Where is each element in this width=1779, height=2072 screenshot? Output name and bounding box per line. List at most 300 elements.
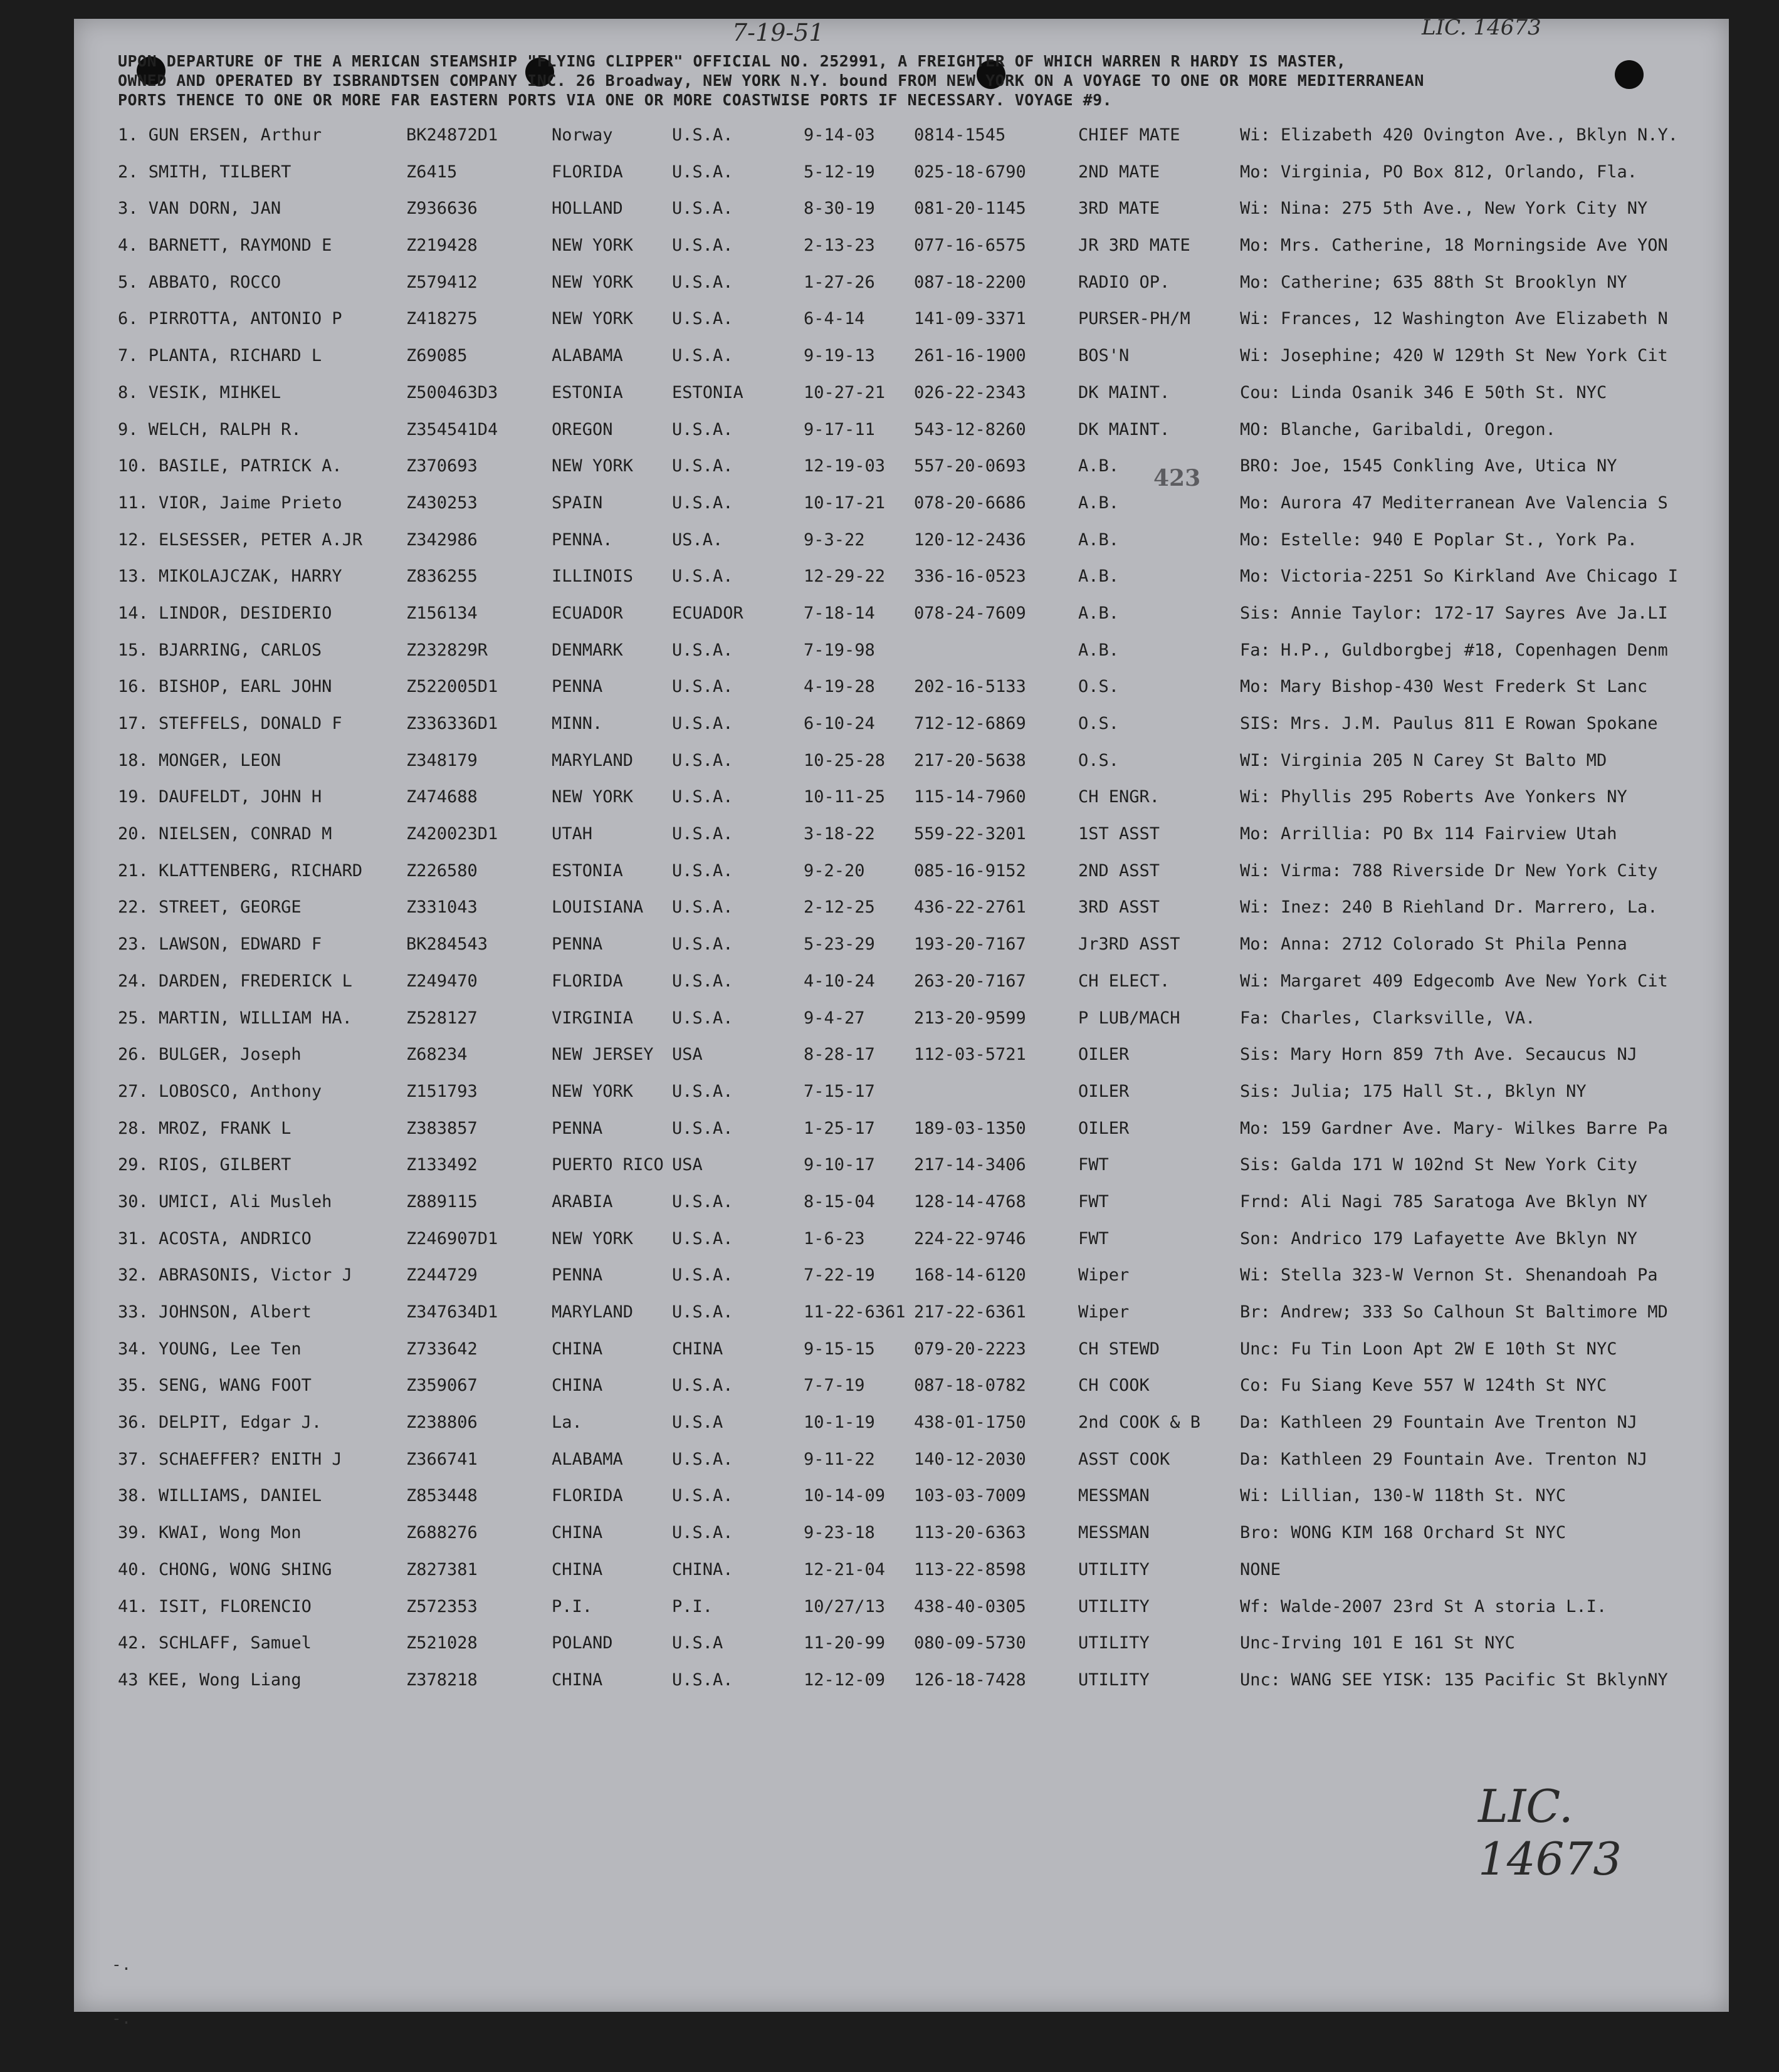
crew-name: 30. UMICI, Ali Musleh xyxy=(118,1191,332,1211)
crew-nationality: U.S.A. xyxy=(672,934,733,955)
crew-name: 40. CHONG, WONG SHING xyxy=(118,1559,332,1579)
crew-rating: MESSMAN xyxy=(1078,1486,1150,1506)
crew-z-number: Z521028 xyxy=(406,1633,478,1653)
table-row xyxy=(74,1075,1729,1112)
crew-next-of-kin: Wi: Frances, 12 Washington Ave Elizabeth N xyxy=(1240,309,1668,329)
crew-name: 13. MIKOLAJCZAK, HARRY xyxy=(118,567,342,587)
crew-z-number: Z836255 xyxy=(406,567,478,587)
crew-birth-date: 6-4-14 xyxy=(804,309,865,329)
crew-name: 3. VAN DORN, JAN xyxy=(118,199,281,219)
crew-name: 31. ACOSTA, ANDRICO xyxy=(118,1228,312,1248)
crew-birthplace: POLAND xyxy=(552,1633,613,1653)
crew-birth-date: 12-21-04 xyxy=(804,1559,886,1579)
crew-birthplace: ECUADOR xyxy=(552,603,623,623)
table-row xyxy=(74,450,1729,487)
table-row xyxy=(74,1149,1729,1186)
crew-ss-number: 087-18-0782 xyxy=(914,1376,1026,1396)
crew-ss-number: 141-09-3371 xyxy=(914,309,1026,329)
crew-name: 10. BASILE, PATRICK A. xyxy=(118,456,342,476)
crew-birthplace: UTAH xyxy=(552,824,593,844)
crew-birthplace: NEW JERSEY xyxy=(552,1045,654,1065)
crew-next-of-kin: Cou: Linda Osanik 346 E 50th St. NYC xyxy=(1240,382,1607,402)
crew-z-number: Z232829R xyxy=(406,640,488,660)
crew-birthplace: NEW YORK xyxy=(552,1228,634,1248)
crew-birthplace: CHINA xyxy=(552,1523,603,1543)
crew-nationality: U.S.A. xyxy=(672,1449,733,1469)
crew-birth-date: 7-22-19 xyxy=(804,1265,875,1285)
crew-rating: A.B. xyxy=(1078,530,1120,550)
crew-birthplace: PENNA xyxy=(552,934,603,955)
crew-ss-number: 193-20-7167 xyxy=(914,934,1026,955)
crew-rating: DK MAINT. xyxy=(1078,419,1170,439)
crew-next-of-kin: Mo: Anna: 2712 Colorado St Phila Penna xyxy=(1240,934,1627,955)
crew-birthplace: FLORIDA xyxy=(552,971,623,991)
crew-z-number: Z226580 xyxy=(406,861,478,881)
crew-birth-date: 8-28-17 xyxy=(804,1045,875,1065)
crew-rating: Wiper xyxy=(1078,1265,1130,1285)
license-number-top: LIC. 14673 xyxy=(1422,15,1541,40)
table-row xyxy=(74,1480,1729,1517)
crew-birthplace: ALABAMA xyxy=(552,1449,623,1469)
crew-birthplace: P.I. xyxy=(552,1596,593,1616)
crew-name: 35. SENG, WANG FOOT xyxy=(118,1376,312,1396)
manifest-header xyxy=(118,51,1723,110)
crew-birth-date: 9-11-22 xyxy=(804,1449,875,1469)
crew-rating: FWT xyxy=(1078,1228,1109,1248)
crew-birth-date: 5-23-29 xyxy=(804,934,875,955)
crew-rating: UTILITY xyxy=(1078,1633,1150,1653)
crew-birthplace: CHINA xyxy=(552,1670,603,1690)
page-stamp: 423 xyxy=(1153,465,1201,491)
crew-ss-number: 559-22-3201 xyxy=(914,824,1026,844)
crew-birthplace: OREGON xyxy=(552,419,613,439)
crew-nationality: U.S.A. xyxy=(672,1670,733,1690)
crew-birth-date: 9-3-22 xyxy=(804,530,865,550)
crew-birthplace: NEW YORK xyxy=(552,456,634,476)
crew-birth-date: 11-22-6361 xyxy=(804,1302,906,1322)
table-row xyxy=(74,1039,1729,1075)
crew-ss-number: 026-22-2343 xyxy=(914,382,1026,402)
crew-z-number: Z827381 xyxy=(406,1559,478,1579)
crew-next-of-kin: Sis: Galda 171 W 102nd St New York City xyxy=(1240,1155,1637,1175)
crew-ss-number: 168-14-6120 xyxy=(914,1265,1026,1285)
crew-z-number: Z249470 xyxy=(406,971,478,991)
table-row xyxy=(74,1369,1729,1406)
crew-z-number: Z688276 xyxy=(406,1523,478,1543)
crew-ss-number: 080-09-5730 xyxy=(914,1633,1026,1653)
crew-name: 38. WILLIAMS, DANIEL xyxy=(118,1486,322,1506)
crew-name: 15. BJARRING, CARLOS xyxy=(118,640,322,660)
crew-nationality: CHINA xyxy=(672,1339,723,1359)
crew-next-of-kin: Mo: Mary Bishop-430 West Frederk St Lanc xyxy=(1240,677,1648,697)
crew-next-of-kin: BRO: Joe, 1545 Conkling Ave, Utica NY xyxy=(1240,456,1617,476)
crew-next-of-kin: Sis: Annie Taylor: 172-17 Sayres Ave Ja.LI xyxy=(1240,603,1668,623)
crew-nationality: U.S.A. xyxy=(672,861,733,881)
crew-ss-number: 0814-1545 xyxy=(914,125,1006,145)
crew-birthplace: HOLLAND xyxy=(552,199,623,219)
crew-ss-number: 712-12-6869 xyxy=(914,714,1026,733)
crew-ss-number: 217-22-6361 xyxy=(914,1302,1026,1322)
crew-z-number: Z418275 xyxy=(406,309,478,329)
crew-birth-date: 2-12-25 xyxy=(804,897,875,918)
crew-next-of-kin: Da: Kathleen 29 Fountain Ave Trenton NJ xyxy=(1240,1413,1637,1433)
crew-birth-date: 7-19-98 xyxy=(804,640,875,660)
crew-nationality: U.S.A. xyxy=(672,1376,733,1396)
crew-next-of-kin: Co: Fu Siang Keve 557 W 124th St NYC xyxy=(1240,1376,1607,1396)
crew-birth-date: 10/27/13 xyxy=(804,1596,886,1616)
crew-z-number: Z244729 xyxy=(406,1265,478,1285)
crew-birth-date: 9-17-11 xyxy=(804,419,875,439)
crew-birth-date: 8-15-04 xyxy=(804,1191,875,1211)
crew-birth-date: 9-19-13 xyxy=(804,346,875,366)
crew-rating: Wiper xyxy=(1078,1302,1130,1322)
table-row xyxy=(74,192,1729,229)
crew-next-of-kin: SIS: Mrs. J.M. Paulus 811 E Rowan Spokane xyxy=(1240,714,1658,733)
crew-nationality: U.S.A. xyxy=(672,236,733,256)
crew-rating: P LUB/MACH xyxy=(1078,1008,1180,1028)
crew-z-number: Z6415 xyxy=(406,162,458,182)
table-row xyxy=(74,1664,1729,1701)
crew-birthplace: Norway xyxy=(552,125,613,145)
crew-birthplace: FLORIDA xyxy=(552,1486,623,1506)
crew-name: 36. DELPIT, Edgar J. xyxy=(118,1413,322,1433)
crew-birthplace: NEW YORK xyxy=(552,236,634,256)
crew-nationality: ECUADOR xyxy=(672,603,743,623)
crew-next-of-kin: Mo: Victoria-2251 So Kirkland Ave Chicago I xyxy=(1240,567,1678,587)
table-row xyxy=(74,855,1729,892)
crew-next-of-kin: Mo: 159 Gardner Ave. Mary- Wilkes Barre Pa xyxy=(1240,1118,1668,1138)
crew-birthplace: SPAIN xyxy=(552,493,603,513)
crew-z-number: Z156134 xyxy=(406,603,478,623)
crew-next-of-kin: Son: Andrico 179 Lafayette Ave Bklyn NY xyxy=(1240,1228,1637,1248)
crew-name: 33. JOHNSON, Albert xyxy=(118,1302,312,1322)
crew-name: 41. ISIT, FLORENCIO xyxy=(118,1596,312,1616)
crew-birth-date: 8-30-19 xyxy=(804,199,875,219)
crew-name: 5. ABBATO, ROCCO xyxy=(118,272,281,292)
crew-ss-number: 336-16-0523 xyxy=(914,567,1026,587)
table-row xyxy=(74,1627,1729,1664)
table-row xyxy=(74,965,1729,1002)
table-row xyxy=(74,1259,1729,1296)
crew-next-of-kin: Frnd: Ali Nagi 785 Saratoga Ave Bklyn NY xyxy=(1240,1191,1648,1211)
crew-next-of-kin: Wi: Virma: 788 Riverside Dr New York City xyxy=(1240,861,1658,881)
crew-birthplace: CHINA xyxy=(552,1339,603,1359)
crew-name: 24. DARDEN, FREDERICK L xyxy=(118,971,352,991)
crew-next-of-kin: Wi: Josephine; 420 W 129th St New York Cit xyxy=(1240,346,1668,366)
crew-next-of-kin: Mo: Virginia, PO Box 812, Orlando, Fla. xyxy=(1240,162,1637,182)
crew-next-of-kin: Wf: Walde-2007 23rd St A storia L.I. xyxy=(1240,1596,1607,1616)
crew-name: 21. KLATTENBERG, RICHARD xyxy=(118,861,363,881)
crew-name: 20. NIELSEN, CONRAD M xyxy=(118,824,332,844)
crew-nationality: U.S.A. xyxy=(672,1302,733,1322)
crew-ss-number: 078-20-6686 xyxy=(914,493,1026,513)
crew-nationality: U.S.A. xyxy=(672,971,733,991)
table-row xyxy=(74,597,1729,634)
table-row xyxy=(74,891,1729,928)
crew-nationality: U.S.A. xyxy=(672,1265,733,1285)
crew-rating: ASST COOK xyxy=(1078,1449,1170,1469)
crew-rating: UTILITY xyxy=(1078,1596,1150,1616)
crew-birthplace: PENNA xyxy=(552,677,603,697)
crew-birthplace: PENNA. xyxy=(552,530,613,550)
crew-next-of-kin: Mo: Arrillia: PO Bx 114 Fairview Utah xyxy=(1240,824,1617,844)
crew-birthplace: MARYLAND xyxy=(552,750,634,770)
crew-ss-number: 217-14-3406 xyxy=(914,1155,1026,1175)
crew-ss-number: 079-20-2223 xyxy=(914,1339,1026,1359)
crew-nationality: CHINA. xyxy=(672,1559,733,1579)
crew-birth-date: 9-10-17 xyxy=(804,1155,875,1175)
crew-ss-number: 025-18-6790 xyxy=(914,162,1026,182)
crew-nationality: U.S.A. xyxy=(672,309,733,329)
crew-name: 16. BISHOP, EARL JOHN xyxy=(118,677,332,697)
crew-z-number: Z572353 xyxy=(406,1596,478,1616)
table-row xyxy=(74,671,1729,708)
table-row xyxy=(74,1186,1729,1223)
crew-ss-number: 189-03-1350 xyxy=(914,1118,1026,1138)
crew-ss-number: 077-16-6575 xyxy=(914,236,1026,256)
crew-z-number: Z733642 xyxy=(406,1339,478,1359)
crew-next-of-kin: Wi: Margaret 409 Edgecomb Ave New York Cit xyxy=(1240,971,1668,991)
table-row xyxy=(74,781,1729,818)
crew-z-number: Z151793 xyxy=(406,1081,478,1101)
crew-name: 8. VESIK, MIHKEL xyxy=(118,382,281,402)
crew-z-number: Z366741 xyxy=(406,1449,478,1469)
margin-mark-2: -. xyxy=(112,2009,132,2028)
crew-rating: CH ENGR. xyxy=(1078,787,1160,807)
crew-rating: FWT xyxy=(1078,1191,1109,1211)
crew-birthplace: ALABAMA xyxy=(552,346,623,366)
crew-nationality: U.S.A. xyxy=(672,199,733,219)
manifest-sheet xyxy=(74,15,1729,2028)
crew-nationality: USA xyxy=(672,1155,703,1175)
crew-nationality: P.I. xyxy=(672,1596,713,1616)
crew-z-number: Z331043 xyxy=(406,897,478,918)
crew-birthplace: NEW YORK xyxy=(552,787,634,807)
crew-nationality: U.S.A. xyxy=(672,897,733,918)
crew-next-of-kin: WI: Virginia 205 N Carey St Balto MD xyxy=(1240,750,1607,770)
crew-ss-number: 113-22-8598 xyxy=(914,1559,1026,1579)
table-row xyxy=(74,340,1729,377)
crew-birthplace: VIRGINIA xyxy=(552,1008,634,1028)
crew-birthplace: ESTONIA xyxy=(552,861,623,881)
crew-nationality: U.S.A. xyxy=(672,419,733,439)
crew-rating: MESSMAN xyxy=(1078,1523,1150,1543)
table-row xyxy=(74,745,1729,782)
crew-ss-number: 103-03-7009 xyxy=(914,1486,1026,1506)
crew-birth-date: 10-17-21 xyxy=(804,493,886,513)
crew-name: 39. KWAI, Wong Mon xyxy=(118,1523,302,1543)
crew-nationality: U.S.A. xyxy=(672,456,733,476)
crew-nationality: U.S.A. xyxy=(672,750,733,770)
crew-nationality: U.S.A xyxy=(672,1413,723,1433)
crew-birthplace: ILLINOIS xyxy=(552,567,634,587)
crew-nationality: ESTONIA xyxy=(672,382,743,402)
crew-birthplace: CHINA xyxy=(552,1559,603,1579)
crew-name: 11. VIOR, Jaime Prieto xyxy=(118,493,342,513)
crew-z-number: Z219428 xyxy=(406,236,478,256)
crew-ss-number: 140-12-2030 xyxy=(914,1449,1026,1469)
crew-next-of-kin: Wi: Phyllis 295 Roberts Ave Yonkers NY xyxy=(1240,787,1627,807)
crew-ss-number: 438-01-1750 xyxy=(914,1413,1026,1433)
crew-name: 32. ABRASONIS, Victor J xyxy=(118,1265,352,1285)
table-row xyxy=(74,708,1729,745)
crew-name: 14. LINDOR, DESIDERIO xyxy=(118,603,332,623)
table-row xyxy=(74,818,1729,855)
crew-name: 12. ELSESSER, PETER A.JR xyxy=(118,530,363,550)
crew-birthplace: PENNA xyxy=(552,1118,603,1138)
crew-rating: Jr3RD ASST xyxy=(1078,934,1180,955)
crew-birthplace: La. xyxy=(552,1413,582,1433)
crew-z-number: Z889115 xyxy=(406,1191,478,1211)
crew-z-number: Z936636 xyxy=(406,199,478,219)
crew-birth-date: 10-25-28 xyxy=(804,750,886,770)
crew-rating: PURSER-PH/M xyxy=(1078,309,1190,329)
crew-next-of-kin: Fa: H.P., Guldborgbej #18, Copenhagen Denm xyxy=(1240,640,1668,660)
crew-birthplace: NEW YORK xyxy=(552,309,634,329)
crew-next-of-kin: Wi: Nina: 275 5th Ave., New York City NY xyxy=(1240,199,1648,219)
crew-birth-date: 10-11-25 xyxy=(804,787,886,807)
crew-z-number: Z359067 xyxy=(406,1376,478,1396)
table-row xyxy=(74,634,1729,671)
crew-z-number: Z69085 xyxy=(406,346,468,366)
crew-birthplace: PENNA xyxy=(552,1265,603,1285)
crew-rating: FWT xyxy=(1078,1155,1109,1175)
crew-rating: 3RD MATE xyxy=(1078,199,1160,219)
table-row xyxy=(74,1112,1729,1149)
crew-rating: UTILITY xyxy=(1078,1670,1150,1690)
crew-nationality: U.S.A. xyxy=(672,824,733,844)
crew-nationality: U.S.A. xyxy=(672,346,733,366)
crew-birth-date: 1-6-23 xyxy=(804,1228,865,1248)
crew-nationality: U.S.A. xyxy=(672,640,733,660)
crew-z-number: Z500463D3 xyxy=(406,382,498,402)
crew-birthplace: PUERTO RICO xyxy=(552,1155,664,1175)
crew-z-number: Z378218 xyxy=(406,1670,478,1690)
crew-next-of-kin: Bro: WONG KIM 168 Orchard St NYC xyxy=(1240,1523,1566,1543)
crew-name: 37. SCHAEFFER? ENITH J xyxy=(118,1449,342,1469)
crew-list xyxy=(74,119,1729,1701)
header-line-1: UPON DEPARTURE OF THE A MERICAN STEAMSHIP "FLYING CLIPPER" OFFICIAL NO. 252991, A FREIGHTER OF WHICH WARREN R HARDY IS MASTER, xyxy=(118,52,1346,70)
crew-z-number: Z522005D1 xyxy=(406,677,498,697)
crew-next-of-kin: Mo: Aurora 47 Mediterranean Ave Valencia S xyxy=(1240,493,1668,513)
crew-birthplace: ESTONIA xyxy=(552,382,623,402)
table-row xyxy=(74,1591,1729,1628)
handwritten-date: 7-19-51 xyxy=(732,19,824,46)
crew-birth-date: 9-14-03 xyxy=(804,125,875,145)
crew-z-number: BK24872D1 xyxy=(406,125,498,145)
crew-z-number: Z348179 xyxy=(406,750,478,770)
table-row xyxy=(74,266,1729,303)
crew-z-number: Z342986 xyxy=(406,530,478,550)
crew-name: 23. LAWSON, EDWARD F xyxy=(118,934,322,955)
crew-name: 4. BARNETT, RAYMOND E xyxy=(118,236,332,256)
crew-name: 42. SCHLAFF, Samuel xyxy=(118,1633,312,1653)
crew-birth-date: 6-10-24 xyxy=(804,714,875,733)
crew-z-number: Z383857 xyxy=(406,1118,478,1138)
crew-z-number: Z420023D1 xyxy=(406,824,498,844)
crew-birth-date: 12-19-03 xyxy=(804,456,886,476)
crew-name: 43 KEE, Wong Liang xyxy=(118,1670,302,1690)
crew-birth-date: 4-19-28 xyxy=(804,677,875,697)
crew-rating: CH ELECT. xyxy=(1078,971,1170,991)
crew-ss-number: 263-20-7167 xyxy=(914,971,1026,991)
crew-rating: A.B. xyxy=(1078,567,1120,587)
crew-nationality: U.S.A. xyxy=(672,1523,733,1543)
crew-nationality: U.S.A xyxy=(672,1633,723,1653)
crew-next-of-kin: Br: Andrew; 333 So Calhoun St Baltimore MD xyxy=(1240,1302,1668,1322)
crew-nationality: U.S.A. xyxy=(672,1118,733,1138)
crew-ss-number: 438-40-0305 xyxy=(914,1596,1026,1616)
crew-rating: 2nd COOK & B xyxy=(1078,1413,1201,1433)
crew-name: 18. MONGER, LEON xyxy=(118,750,281,770)
crew-next-of-kin: Unc: WANG SEE YISK: 135 Pacific St BklynNY xyxy=(1240,1670,1668,1690)
crew-z-number: Z579412 xyxy=(406,272,478,292)
crew-rating: CH STEWD xyxy=(1078,1339,1160,1359)
crew-rating: A.B. xyxy=(1078,456,1120,476)
crew-ss-number: 081-20-1145 xyxy=(914,199,1026,219)
crew-name: 2. SMITH, TILBERT xyxy=(118,162,291,182)
crew-nationality: U.S.A. xyxy=(672,714,733,733)
table-row xyxy=(74,1223,1729,1260)
table-row xyxy=(74,560,1729,597)
crew-ss-number: 213-20-9599 xyxy=(914,1008,1026,1028)
crew-birth-date: 7-18-14 xyxy=(804,603,875,623)
crew-next-of-kin: Wi: Stella 323-W Vernon St. Shenandoah Pa xyxy=(1240,1265,1658,1285)
crew-birth-date: 10-27-21 xyxy=(804,382,886,402)
crew-rating: JR 3RD MATE xyxy=(1078,236,1190,256)
crew-rating: A.B. xyxy=(1078,603,1120,623)
crew-nationality: U.S.A. xyxy=(672,677,733,697)
crew-birth-date: 5-12-19 xyxy=(804,162,875,182)
crew-ss-number: 120-12-2436 xyxy=(914,530,1026,550)
crew-next-of-kin: NONE xyxy=(1240,1559,1281,1579)
header-line-2: OWNED AND OPERATED BY ISBRANDTSEN COMPANY INC. 26 Broadway, NEW YORK N.Y. bound FROM NEW YORK ON A VOYAGE TO ONE OR MORE MEDITERRANEAN xyxy=(118,71,1424,90)
crew-birthplace: LOUISIANA xyxy=(552,897,644,918)
crew-nationality: U.S.A. xyxy=(672,272,733,292)
crew-z-number: Z354541D4 xyxy=(406,419,498,439)
table-row xyxy=(74,487,1729,524)
crew-name: 22. STREET, GEORGE xyxy=(118,897,302,918)
crew-name: 29. RIOS, GILBERT xyxy=(118,1155,291,1175)
table-row xyxy=(74,1443,1729,1480)
crew-nationality: US.A. xyxy=(672,530,723,550)
crew-rating: O.S. xyxy=(1078,677,1120,697)
crew-nationality: U.S.A. xyxy=(672,162,733,182)
crew-birth-date: 3-18-22 xyxy=(804,824,875,844)
crew-birthplace: CHINA xyxy=(552,1376,603,1396)
table-row xyxy=(74,303,1729,340)
crew-ss-number: 087-18-2200 xyxy=(914,272,1026,292)
crew-rating: 3RD ASST xyxy=(1078,897,1160,918)
crew-z-number: BK284543 xyxy=(406,934,488,955)
crew-rating: BOS'N xyxy=(1078,346,1130,366)
crew-rating: 2ND MATE xyxy=(1078,162,1160,182)
crew-ss-number: 202-16-5133 xyxy=(914,677,1026,697)
crew-birth-date: 9-15-15 xyxy=(804,1339,875,1359)
crew-name: 7. PLANTA, RICHARD L xyxy=(118,346,322,366)
crew-next-of-kin: Fa: Charles, Clarksville, VA. xyxy=(1240,1008,1536,1028)
crew-ss-number: 085-16-9152 xyxy=(914,861,1026,881)
crew-birth-date: 11-20-99 xyxy=(804,1633,886,1653)
crew-nationality: U.S.A. xyxy=(672,1081,733,1101)
crew-birth-date: 4-10-24 xyxy=(804,971,875,991)
crew-nationality: U.S.A. xyxy=(672,1486,733,1506)
crew-z-number: Z347634D1 xyxy=(406,1302,498,1322)
crew-birth-date: 1-25-17 xyxy=(804,1118,875,1138)
crew-ss-number: 224-22-9746 xyxy=(914,1228,1026,1248)
crew-z-number: Z246907D1 xyxy=(406,1228,498,1248)
crew-next-of-kin: Wi: Inez: 240 B Riehland Dr. Marrero, La. xyxy=(1240,897,1658,918)
